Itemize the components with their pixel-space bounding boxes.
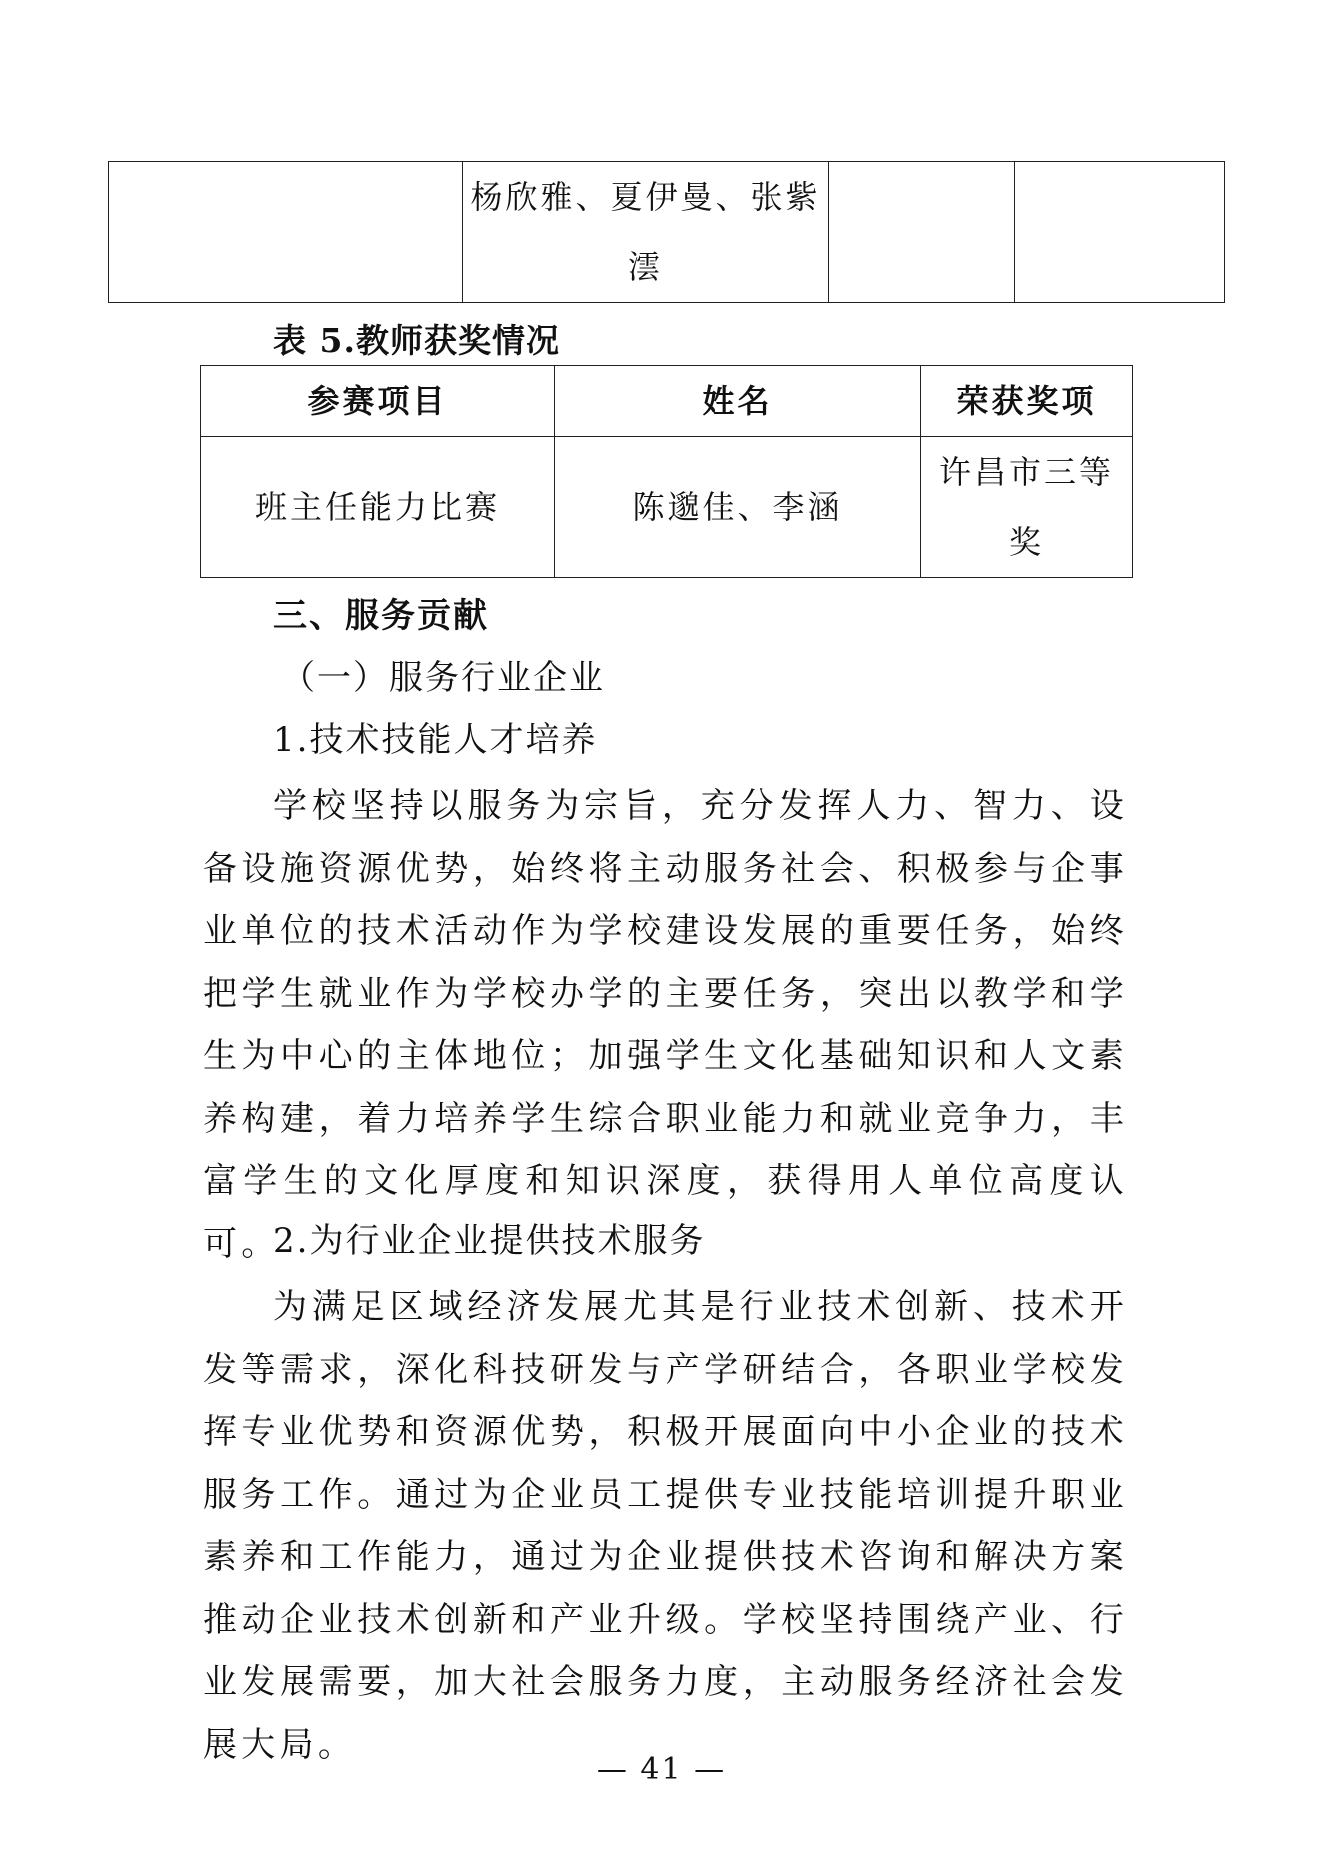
- table-row: [109, 162, 1225, 303]
- item-heading-talent-training: 1.技术技能人才培养: [273, 720, 598, 760]
- table-header-row: [201, 366, 1133, 437]
- table-cell-name: 陈邈佳、李涵: [555, 437, 921, 578]
- table-row: [201, 437, 1133, 578]
- page-number: — 41 —: [596, 1752, 727, 1787]
- column-header-name: 姓名: [555, 366, 921, 437]
- column-header-award: 荣获奖项: [921, 366, 1133, 437]
- table-cell: [1015, 162, 1225, 303]
- table-cell: [829, 162, 1015, 303]
- table-cell: 杨欣雅、夏伊曼、张紫澐: [463, 162, 829, 303]
- table-cell: [109, 162, 463, 303]
- teacher-awards-table: [200, 365, 1133, 578]
- paragraph-talent-training: 学校坚持以服务为宗旨，充分发挥人力、智力、设备设施资源优势，始终将主动服务社会、积极参与企事业单位的技术活动作为学校建设发展的重要任务，始终把学生就业作为学校办学的主要任务，突出以教学和学生为中心的主体地位；加强学生文化基础知识和人文素养构建，着力培养学生综合职业能力和就业竞争力，丰富学生的文化厚度和知识深度，获得用人单位高度认可。: [203, 786, 1128, 1264]
- paragraph-technical-service: 为满足区域经济发展尤其是行业技术创新、技术开发等需求，深化科技研发与产学研结合，各职业学校发挥专业优势和资源优势，积极开展面向中小企业的技术服务工作。通过为企业员工提供专业技能培训提升职业素养和工作能力，通过为企业提供技术咨询和解决方案推动企业技术创新和产业升级。学校坚持围绕产业、行业发展需要，加大社会服务力度，主动服务经济社会发展大局。: [203, 1287, 1128, 1765]
- subsection-title: （一）服务行业企业: [281, 658, 605, 698]
- table-cell-event: 班主任能力比赛: [201, 437, 555, 578]
- section-title: 三、服务贡献: [273, 596, 489, 636]
- continued-table: [108, 161, 1225, 303]
- item-heading-technical-service: 2.为行业企业提供技术服务: [273, 1221, 706, 1261]
- table5-caption: 表 5.教师获奖情况: [273, 321, 560, 360]
- column-header-event: 参赛项目: [201, 366, 555, 437]
- table-cell-award: 许昌市三等奖: [921, 437, 1133, 578]
